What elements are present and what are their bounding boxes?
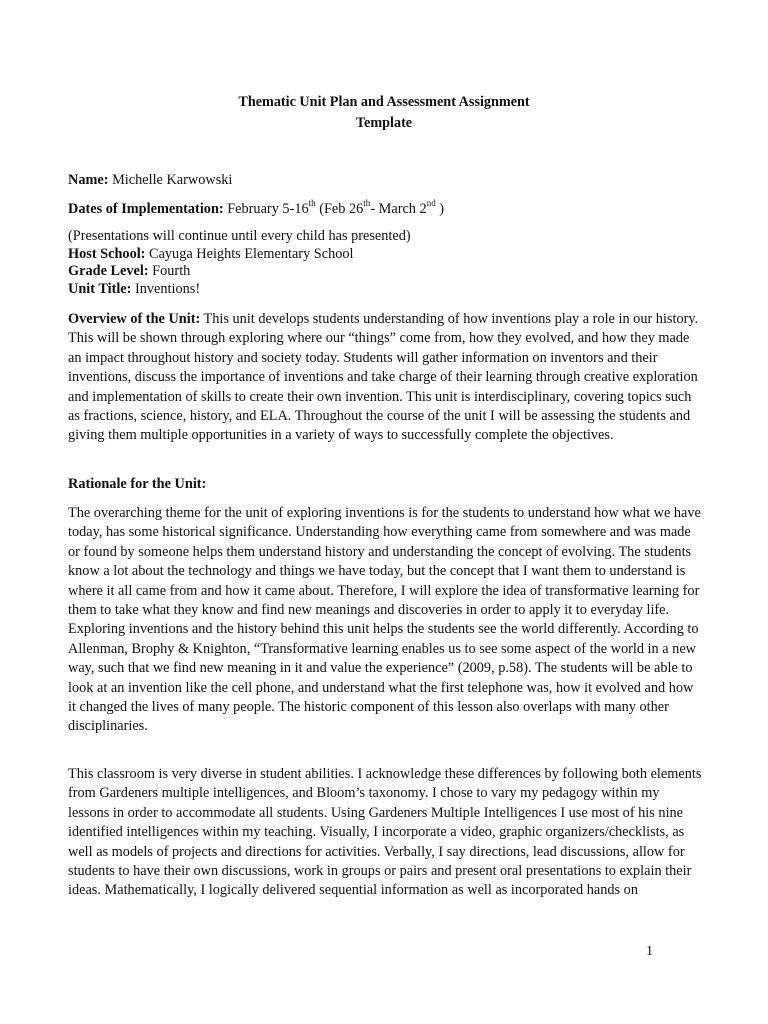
dates-part2: (Feb 26 bbox=[315, 201, 364, 217]
dates-label: Dates of Implementation: bbox=[68, 201, 224, 217]
presentations-note: (Presentations will continue until every child has presented) bbox=[68, 228, 411, 244]
name-value: Michelle Karwowski bbox=[108, 172, 233, 188]
document-title bbox=[0, 92, 768, 134]
unit-title-label: Unit Title: bbox=[68, 280, 132, 297]
dates-sup2: th bbox=[363, 198, 371, 209]
rationale-heading: Rationale for the Unit: bbox=[68, 476, 207, 492]
unit-title-line bbox=[68, 281, 704, 299]
host-school-label: Host School: bbox=[68, 245, 146, 262]
dates-part3: - March 2 bbox=[370, 201, 427, 217]
dates-part4: ) bbox=[435, 201, 445, 217]
rationale-paragraph-2: This classroom is very diverse in student abilities. I acknowledge these differences by following both elements from Gardeners multiple intelligences, and Bloom’s taxonomy. I chose to vary my pedagogy within my lessons in order to accommodate all students. Using Gardeners Multiple Intelligences I use most of his nine identified intelligences within my teaching. Visually, I incorporate a video, graphic organizers/checklists, as well as models of projects and directions for activities. Verbally, I say directions, lead discussions, allow for students to have their own discussions, work in groups or pairs and present oral presentations to explain their ideas. Mathematically, I logically delivered sequential information as well as incorporated hands on bbox=[68, 766, 702, 899]
title-line-2: Template bbox=[355, 115, 413, 131]
details-block bbox=[68, 228, 704, 298]
name-label: Name: bbox=[68, 172, 109, 188]
rationale-paragraph-1: The overarching theme for the unit of exploring inventions is for the students to understand how what we have today, has some historical significance. Understanding how everything came from somewhere and was made or found by someone helps them understand history and understanding the concept of evolving. The students know a lot about the technology and things we have today, but the concept that I want them to understand is where it all came from and how it came about. Therefore, I will explore the idea of transformative learning for them to take what they know and find new meanings and discoveries in order to apply it to everyday life. Exploring inventions and the history behind this unit helps the students see the world differently. According to Allenman, Brophy & Knighton, “Transformative learning enables us to see some aspect of the world in a new way, such that we find new meaning in it and value the experience” (2009, p.58). The students will be able to look at an invention like the cell phone, and understand what the first telephone was, how it evolved and how it changed the lives of many people. The historic component of this lesson also overlaps with many other disciplinaries. bbox=[68, 505, 701, 735]
grade-level-label: Grade Level: bbox=[68, 263, 149, 280]
host-school-value: Cayuga Heights Elementary School bbox=[145, 245, 354, 262]
title-line-1: Thematic Unit Plan and Assessment Assignment bbox=[238, 94, 530, 110]
unit-title-value: Inventions! bbox=[131, 280, 201, 297]
page-number: 1 bbox=[646, 944, 653, 959]
host-school-line bbox=[68, 246, 704, 264]
dates-sup1: th bbox=[308, 198, 316, 209]
dates-sup3: nd bbox=[426, 198, 436, 209]
overview-label: Overview of the Unit: bbox=[68, 311, 201, 327]
name-line bbox=[68, 171, 704, 190]
overview-text: This unit develops students understanding of how inventions play a role in our history. This will be shown through exploring where our “things” come from, how they evolved, and how they made an impact throughout history and society today. Students will gather information on inventors and their inventions, discuss the importance of inventions and take charge of their learning through creative exploration and implementation of skills to create their own invention. This unit is interdisciplinary, covering topics such as fractions, science, history, and ELA. Throughout the course of the unit I will be assessing the students and giving them multiple opportunities in a variety of ways to successfully complete the objectives. bbox=[68, 311, 699, 444]
grade-level-line bbox=[68, 263, 704, 281]
overview-paragraph bbox=[68, 310, 704, 446]
grade-level-value: Fourth bbox=[148, 263, 191, 280]
dates-line bbox=[68, 200, 704, 219]
dates-part1: February 5-16 bbox=[223, 201, 309, 217]
